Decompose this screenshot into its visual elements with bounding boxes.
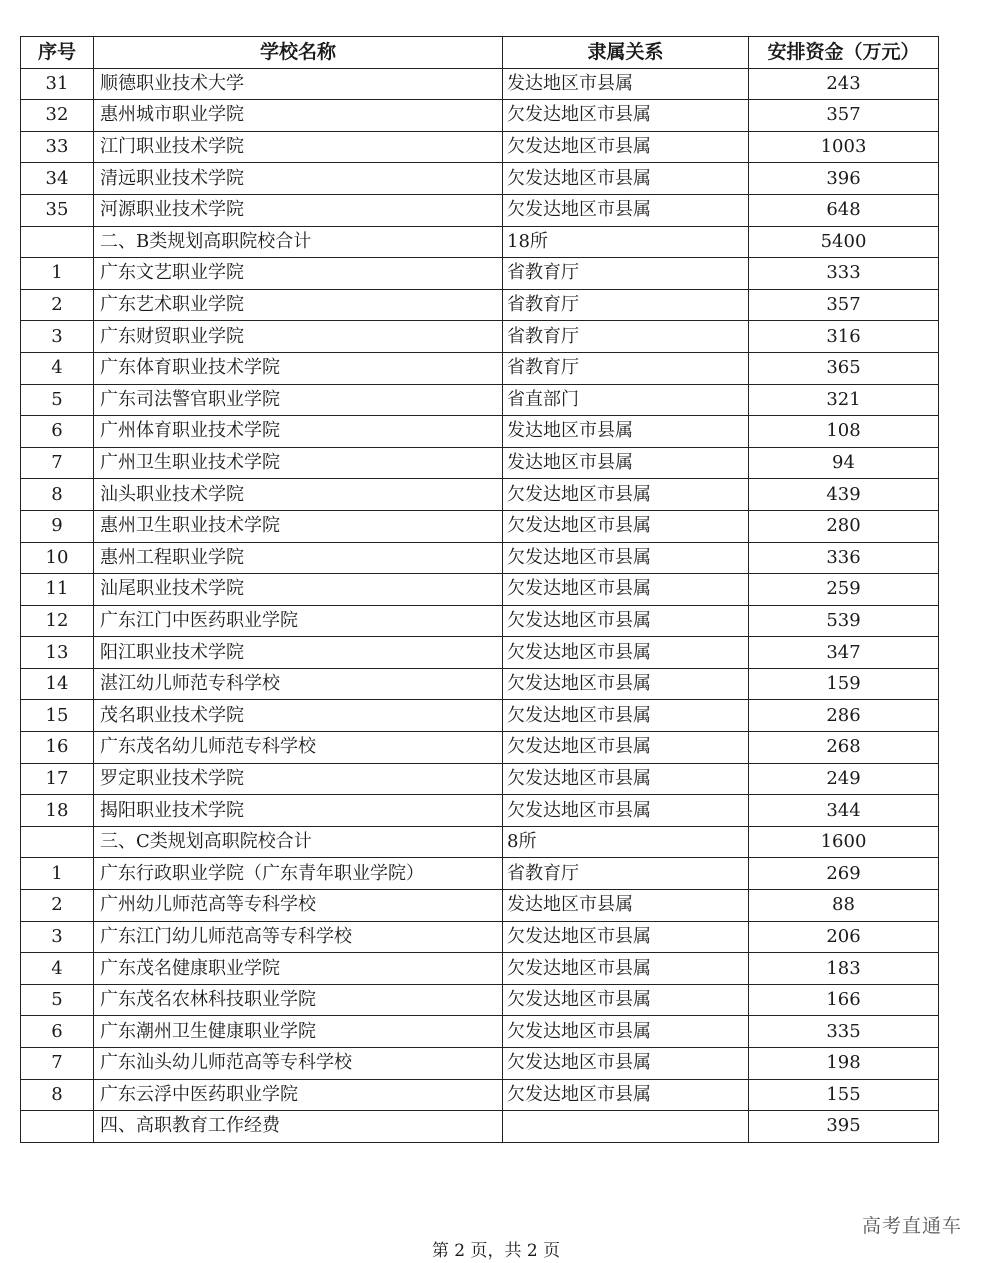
cell-affiliation: 发达地区市县属 xyxy=(503,890,749,922)
cell-school-name: 汕头职业技术学院 xyxy=(94,479,503,511)
table-row xyxy=(21,289,939,321)
cell-affiliation: 18所 xyxy=(503,226,749,258)
cell-school-name: 广东财贸职业学院 xyxy=(94,321,503,353)
cell-index: 1 xyxy=(21,258,94,290)
cell-funding: 648 xyxy=(749,194,939,226)
header-school-name: 学校名称 xyxy=(94,37,503,69)
cell-index: 3 xyxy=(21,921,94,953)
cell-index: 9 xyxy=(21,510,94,542)
table-row xyxy=(21,416,939,448)
cell-index: 1 xyxy=(21,858,94,890)
cell-funding: 336 xyxy=(749,542,939,574)
cell-affiliation: 欠发达地区市县属 xyxy=(503,1048,749,1080)
cell-funding: 333 xyxy=(749,258,939,290)
cell-school-name: 广东云浮中医药职业学院 xyxy=(94,1079,503,1111)
cell-affiliation: 发达地区市县属 xyxy=(503,416,749,448)
cell-school-name: 广东文艺职业学院 xyxy=(94,258,503,290)
table-row xyxy=(21,131,939,163)
cell-index: 15 xyxy=(21,700,94,732)
cell-school-name: 广东茂名幼儿师范专科学校 xyxy=(94,732,503,764)
cell-funding: 365 xyxy=(749,352,939,384)
cell-index: 13 xyxy=(21,637,94,669)
cell-funding: 166 xyxy=(749,984,939,1016)
table-row xyxy=(21,700,939,732)
table-header-row xyxy=(21,37,939,69)
cell-funding: 357 xyxy=(749,289,939,321)
cell-school-name: 惠州工程职业学院 xyxy=(94,542,503,574)
table-row xyxy=(21,163,939,195)
cell-funding: 396 xyxy=(749,163,939,195)
table-row xyxy=(21,605,939,637)
cell-funding: 269 xyxy=(749,858,939,890)
cell-funding: 108 xyxy=(749,416,939,448)
cell-school-name: 四、高职教育工作经费 xyxy=(94,1111,503,1143)
cell-school-name: 广东体育职业技术学院 xyxy=(94,352,503,384)
cell-affiliation: 欠发达地区市县属 xyxy=(503,795,749,827)
cell-school-name: 广州卫生职业技术学院 xyxy=(94,447,503,479)
table-row xyxy=(21,1079,939,1111)
table-body xyxy=(21,68,939,1142)
cell-affiliation: 发达地区市县属 xyxy=(503,447,749,479)
cell-funding: 286 xyxy=(749,700,939,732)
table-row xyxy=(21,542,939,574)
cell-index xyxy=(21,1111,94,1143)
cell-index: 4 xyxy=(21,352,94,384)
header-funding: 安排资金（万元） xyxy=(749,37,939,69)
table-row xyxy=(21,984,939,1016)
cell-school-name: 广东江门中医药职业学院 xyxy=(94,605,503,637)
watermark-text: 高考直通车 xyxy=(861,1215,962,1237)
table-row xyxy=(21,100,939,132)
cell-affiliation: 省教育厅 xyxy=(503,858,749,890)
cell-affiliation: 欠发达地区市县属 xyxy=(503,163,749,195)
table-row xyxy=(21,858,939,890)
cell-funding: 206 xyxy=(749,921,939,953)
cell-index: 10 xyxy=(21,542,94,574)
cell-funding: 439 xyxy=(749,479,939,511)
cell-school-name: 阳江职业技术学院 xyxy=(94,637,503,669)
cell-affiliation: 欠发达地区市县属 xyxy=(503,1016,749,1048)
cell-affiliation: 欠发达地区市县属 xyxy=(503,700,749,732)
cell-affiliation: 省教育厅 xyxy=(503,321,749,353)
cell-school-name: 二、B类规划高职院校合计 xyxy=(94,226,503,258)
cell-affiliation: 8所 xyxy=(503,826,749,858)
cell-school-name: 广东茂名健康职业学院 xyxy=(94,953,503,985)
cell-school-name: 汕尾职业技术学院 xyxy=(94,574,503,606)
cell-school-name: 广州体育职业技术学院 xyxy=(94,416,503,448)
cell-funding: 347 xyxy=(749,637,939,669)
cell-funding: 94 xyxy=(749,447,939,479)
table-row xyxy=(21,258,939,290)
cell-funding: 395 xyxy=(749,1111,939,1143)
cell-index xyxy=(21,826,94,858)
cell-affiliation: 省教育厅 xyxy=(503,352,749,384)
cell-school-name: 广东艺术职业学院 xyxy=(94,289,503,321)
cell-index: 14 xyxy=(21,668,94,700)
cell-school-name: 广东汕头幼儿师范高等专科学校 xyxy=(94,1048,503,1080)
table-row xyxy=(21,68,939,100)
table-row xyxy=(21,352,939,384)
cell-school-name: 惠州城市职业学院 xyxy=(94,100,503,132)
cell-funding: 1600 xyxy=(749,826,939,858)
cell-funding: 268 xyxy=(749,732,939,764)
table-row xyxy=(21,574,939,606)
cell-funding: 344 xyxy=(749,795,939,827)
cell-index: 16 xyxy=(21,732,94,764)
cell-affiliation: 省教育厅 xyxy=(503,258,749,290)
funding-table xyxy=(20,36,939,1143)
cell-funding: 539 xyxy=(749,605,939,637)
cell-index: 12 xyxy=(21,605,94,637)
table-row xyxy=(21,1016,939,1048)
cell-school-name: 罗定职业技术学院 xyxy=(94,763,503,795)
cell-funding: 155 xyxy=(749,1079,939,1111)
cell-index: 6 xyxy=(21,1016,94,1048)
cell-school-name: 顺德职业技术大学 xyxy=(94,68,503,100)
cell-index: 6 xyxy=(21,416,94,448)
cell-index: 4 xyxy=(21,953,94,985)
cell-affiliation: 欠发达地区市县属 xyxy=(503,668,749,700)
cell-school-name: 河源职业技术学院 xyxy=(94,194,503,226)
cell-affiliation: 欠发达地区市县属 xyxy=(503,732,749,764)
cell-funding: 88 xyxy=(749,890,939,922)
cell-funding: 280 xyxy=(749,510,939,542)
table-row xyxy=(21,226,939,258)
cell-index: 7 xyxy=(21,1048,94,1080)
cell-school-name: 广东潮州卫生健康职业学院 xyxy=(94,1016,503,1048)
table-row xyxy=(21,321,939,353)
table-row xyxy=(21,384,939,416)
cell-index: 11 xyxy=(21,574,94,606)
cell-affiliation: 欠发达地区市县属 xyxy=(503,131,749,163)
table-row xyxy=(21,1048,939,1080)
cell-funding: 243 xyxy=(749,68,939,100)
cell-school-name: 三、C类规划高职院校合计 xyxy=(94,826,503,858)
table-row xyxy=(21,732,939,764)
table-row xyxy=(21,510,939,542)
page-number: 第 2 页，共 2 页 xyxy=(431,1241,561,1261)
cell-school-name: 广东行政职业学院（广东青年职业学院） xyxy=(94,858,503,890)
cell-affiliation: 欠发达地区市县属 xyxy=(503,194,749,226)
cell-affiliation: 欠发达地区市县属 xyxy=(503,921,749,953)
cell-school-name: 茂名职业技术学院 xyxy=(94,700,503,732)
cell-index: 33 xyxy=(21,131,94,163)
cell-school-name: 广东司法警官职业学院 xyxy=(94,384,503,416)
cell-school-name: 广东江门幼儿师范高等专科学校 xyxy=(94,921,503,953)
cell-affiliation: 欠发达地区市县属 xyxy=(503,574,749,606)
cell-school-name: 揭阳职业技术学院 xyxy=(94,795,503,827)
cell-funding: 183 xyxy=(749,953,939,985)
cell-affiliation: 发达地区市县属 xyxy=(503,68,749,100)
cell-index: 2 xyxy=(21,289,94,321)
table-row xyxy=(21,890,939,922)
cell-affiliation: 欠发达地区市县属 xyxy=(503,510,749,542)
cell-affiliation: 欠发达地区市县属 xyxy=(503,605,749,637)
cell-affiliation: 欠发达地区市县属 xyxy=(503,100,749,132)
cell-affiliation: 欠发达地区市县属 xyxy=(503,953,749,985)
cell-funding: 316 xyxy=(749,321,939,353)
table-row xyxy=(21,637,939,669)
cell-school-name: 惠州卫生职业技术学院 xyxy=(94,510,503,542)
cell-funding: 335 xyxy=(749,1016,939,1048)
cell-affiliation: 省直部门 xyxy=(503,384,749,416)
cell-index xyxy=(21,226,94,258)
cell-school-name: 清远职业技术学院 xyxy=(94,163,503,195)
cell-affiliation: 欠发达地区市县属 xyxy=(503,542,749,574)
cell-school-name: 广东茂名农林科技职业学院 xyxy=(94,984,503,1016)
cell-index: 34 xyxy=(21,163,94,195)
cell-funding: 198 xyxy=(749,1048,939,1080)
header-affiliation: 隶属关系 xyxy=(503,37,749,69)
cell-funding: 5400 xyxy=(749,226,939,258)
cell-school-name: 湛江幼儿师范专科学校 xyxy=(94,668,503,700)
cell-index: 7 xyxy=(21,447,94,479)
table-row xyxy=(21,1111,939,1143)
cell-funding: 159 xyxy=(749,668,939,700)
cell-index: 32 xyxy=(21,100,94,132)
cell-affiliation: 欠发达地区市县属 xyxy=(503,763,749,795)
cell-funding: 321 xyxy=(749,384,939,416)
table-row xyxy=(21,447,939,479)
cell-index: 18 xyxy=(21,795,94,827)
cell-school-name: 广州幼儿师范高等专科学校 xyxy=(94,890,503,922)
cell-index: 2 xyxy=(21,890,94,922)
cell-affiliation: 欠发达地区市县属 xyxy=(503,479,749,511)
cell-affiliation: 省教育厅 xyxy=(503,289,749,321)
cell-school-name: 江门职业技术学院 xyxy=(94,131,503,163)
cell-index: 8 xyxy=(21,1079,94,1111)
table-row xyxy=(21,953,939,985)
cell-affiliation xyxy=(503,1111,749,1143)
cell-index: 35 xyxy=(21,194,94,226)
table-row xyxy=(21,479,939,511)
cell-affiliation: 欠发达地区市县属 xyxy=(503,984,749,1016)
cell-funding: 259 xyxy=(749,574,939,606)
cell-index: 5 xyxy=(21,384,94,416)
header-index: 序号 xyxy=(21,37,94,69)
table-row xyxy=(21,194,939,226)
table-row xyxy=(21,795,939,827)
cell-affiliation: 欠发达地区市县属 xyxy=(503,637,749,669)
cell-index: 31 xyxy=(21,68,94,100)
cell-index: 8 xyxy=(21,479,94,511)
table-row xyxy=(21,668,939,700)
cell-index: 3 xyxy=(21,321,94,353)
table-row xyxy=(21,763,939,795)
cell-funding: 249 xyxy=(749,763,939,795)
cell-affiliation: 欠发达地区市县属 xyxy=(503,1079,749,1111)
cell-funding: 357 xyxy=(749,100,939,132)
cell-funding: 1003 xyxy=(749,131,939,163)
table-row xyxy=(21,826,939,858)
cell-index: 17 xyxy=(21,763,94,795)
cell-index: 5 xyxy=(21,984,94,1016)
table-row xyxy=(21,921,939,953)
